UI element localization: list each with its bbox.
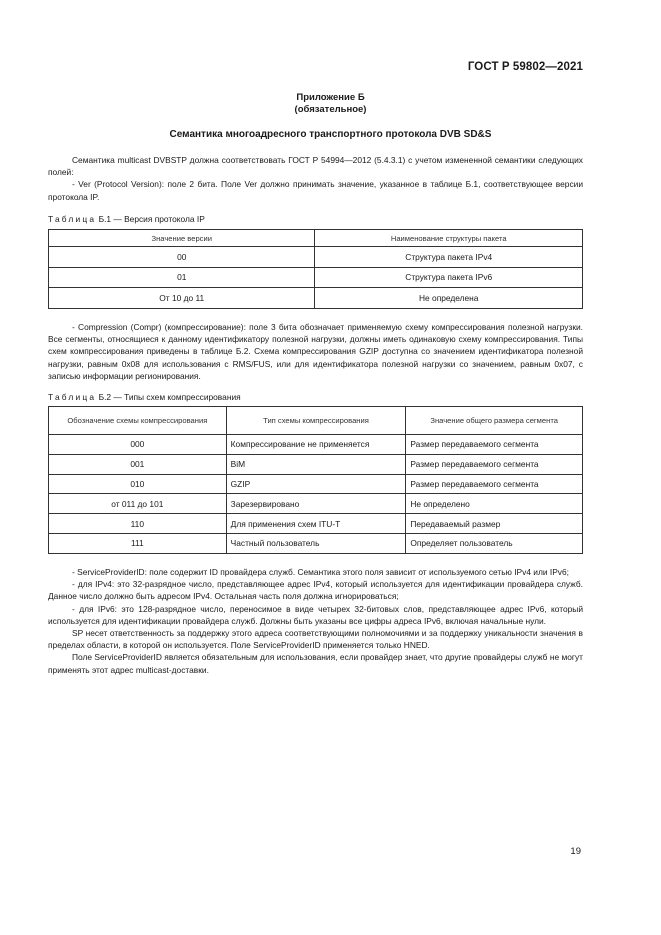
document-code: ГОСТ Р 59802—2021 — [467, 61, 583, 73]
caption-prefix: Таблица — [48, 214, 97, 224]
paragraph: - Compression (Compr) (компрессирование): поле 3 бита обозначает применяемую схему компрессирования полезной нагрузки. Все сегменты, относящиеся к данному идентификатору полезной нагрузки, должны иметь одинаковую схему компрессирования. Типы схем компрессирования приведены в таблице Б.2. Схема компрессирования GZIP доступна со значением идентификатора полезной нагрузки, равным 0x08 для использования с RMS/FUS, или для идентификатора полезной нагрузки со значением, равным 0x07, с записью информации регионирования. — [48, 322, 583, 381]
column-header: Обозначение схемы компрессирования — [49, 407, 227, 435]
table-row — [49, 514, 583, 534]
table-cell: Структура пакета IPv6 — [315, 267, 583, 288]
table-cell: 00 — [49, 247, 315, 268]
table-cell: Не определено — [406, 494, 583, 514]
page-number: 19 — [570, 846, 581, 857]
table-cell: Для применения схем ITU-T — [226, 514, 406, 534]
table-header-row — [49, 407, 583, 435]
paragraph: - для IPv4: это 32-разрядное число, представляющее адрес IPv4, который используется для идентификации провайдера служб. Данное число должно быть адресом IPv4. Остальная часть поля должна игнорироваться; — [48, 579, 583, 602]
table-cell: Не определена — [315, 288, 583, 309]
table-cell: 111 — [49, 533, 227, 553]
paragraph: - ServiceProviderID: поле содержит ID провайдера служб. Семантика этого поля зависит от используемого сетью IPv4 или IPv6; — [72, 567, 569, 577]
table-cell: Компрессирование не применяется — [226, 435, 406, 455]
table-cell: От 10 до 11 — [49, 288, 315, 309]
caption-text: Б.2 — Типы схем компрессирования — [98, 392, 241, 402]
table-ip-version — [48, 229, 583, 309]
table-cell: Размер передаваемого сегмента — [406, 474, 583, 494]
table-cell: GZIP — [226, 474, 406, 494]
table-cell: 001 — [49, 454, 227, 474]
table-row — [49, 247, 583, 268]
table-header-row — [49, 230, 583, 247]
table-cell: Размер передаваемого сегмента — [406, 435, 583, 455]
table-cell: Размер передаваемого сегмента — [406, 454, 583, 474]
paragraph: Семантика multicast DVBSTP должна соответствовать ГОСТ Р 54994—2012 (5.4.3.1) с учетом измененной семантики следующих полей: — [48, 155, 583, 178]
table-cell: BiM — [226, 454, 406, 474]
column-header: Тип схемы компрессирования — [226, 407, 406, 435]
table-compression-types — [48, 406, 583, 554]
appendix-title: Приложение Б — [296, 92, 365, 103]
column-header: Значение версии — [49, 230, 315, 247]
table-cell: 01 — [49, 267, 315, 288]
caption-text: Б.1 — Версия протокола IP — [98, 214, 205, 224]
table-cell: Зарезервировано — [226, 494, 406, 514]
table-row — [49, 288, 583, 309]
table-cell: 110 — [49, 514, 227, 534]
table-cell: Частный пользователь — [226, 533, 406, 553]
table-cell: Передаваемый размер — [406, 514, 583, 534]
compression-text — [48, 321, 583, 382]
column-header: Наименование структуры пакета — [315, 230, 583, 247]
table-row — [49, 533, 583, 553]
table-row — [49, 267, 583, 288]
section-title: Семантика многоадресного транспортного протокола DVB SD&S — [169, 129, 492, 140]
column-header: Значение общего размера сегмента — [406, 407, 583, 435]
table-row — [49, 494, 583, 514]
appendix-subtitle: (обязательное) — [294, 104, 367, 115]
table1-caption — [48, 214, 205, 224]
intro-text — [48, 154, 583, 203]
table-cell: от 011 до 101 — [49, 494, 227, 514]
appendix-heading — [0, 92, 661, 116]
table-row — [49, 474, 583, 494]
paragraph: - для IPv6: это 128-разрядное число, переносимое в виде четырех 32-битовых слов, представляющее адрес IPv6, который используется для идентификации провайдера служб. Должны быть указаны все цифры адреса IPv6, включая начальные нули. — [48, 603, 583, 626]
paragraph: - Ver (Protocol Version): поле 2 бита. Поле Ver должно принимать значение, указанное в таблице Б.1, соответствующее версии протокола IP. — [48, 179, 583, 202]
table-cell: 010 — [49, 474, 227, 494]
table-cell: Структура пакета IPv4 — [315, 247, 583, 268]
caption-prefix: Таблица — [48, 392, 97, 402]
paragraph: SP несет ответственность за поддержку этого адреса соответствующими полномочиями и за поддержку уникальности значения в пределах области, в которой он используется. Поле ServiceProviderID применяется только HNED. — [48, 628, 583, 651]
table-row — [49, 454, 583, 474]
table-row — [49, 435, 583, 455]
table2-caption — [48, 392, 241, 402]
service-provider-text — [48, 566, 583, 676]
paragraph: Поле ServiceProviderID является обязательным для использования, если провайдер знает, что другие провайдеры служб не могут применять этот адрес multicast-доставки. — [48, 652, 583, 675]
table-cell: Определяет пользователь — [406, 533, 583, 553]
table-cell: 000 — [49, 435, 227, 455]
